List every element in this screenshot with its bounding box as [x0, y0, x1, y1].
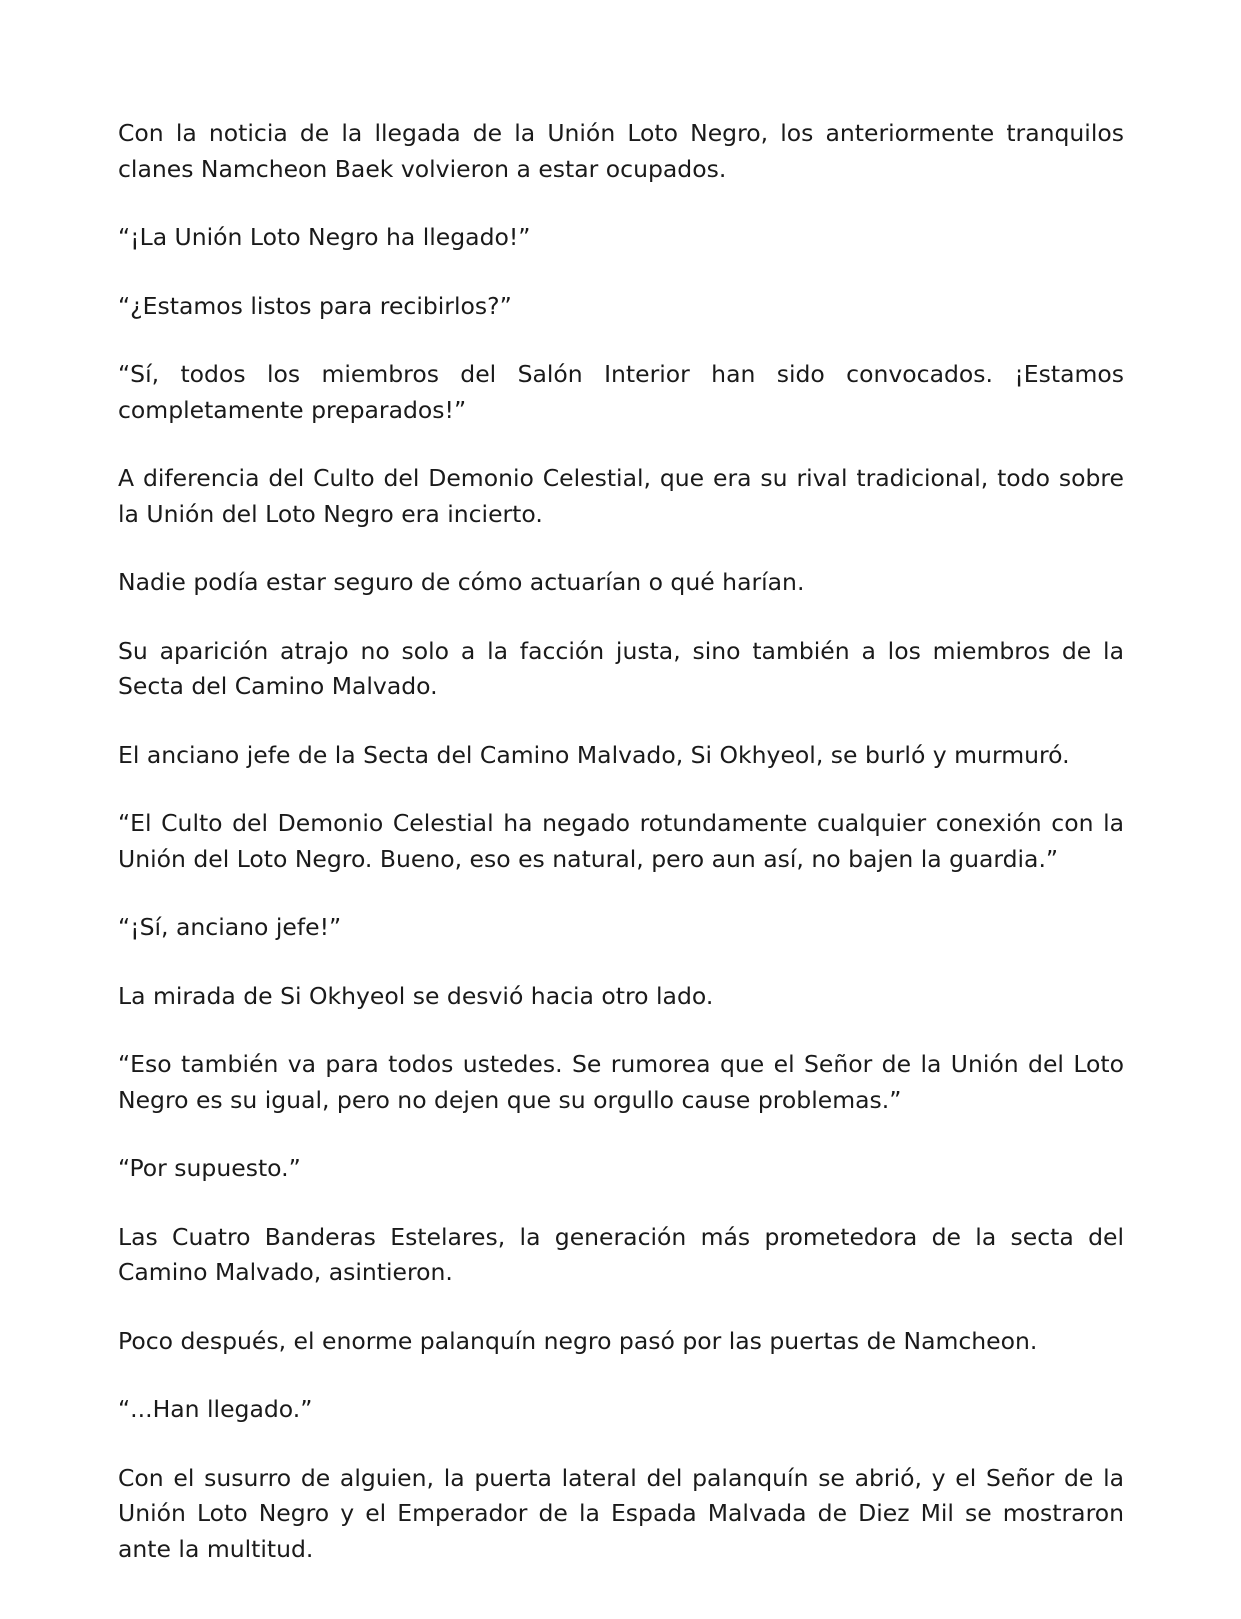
paragraph-13: “Por supuesto.”: [118, 1154, 301, 1182]
paragraph-6: Nadie podía estar seguro de cómo actuarían o qué harían.: [118, 568, 805, 596]
paragraph-4: “Sí, todos los miembros del Salón Interior han sido convocados. ¡Estamos completamente preparados!”: [118, 360, 1124, 424]
paragraph-16: “...Han llegado.”: [118, 1395, 313, 1423]
paragraph-10: “¡Sí, anciano jefe!”: [118, 913, 342, 941]
paragraph-9: “El Culto del Demonio Celestial ha negado rotundamente cualquier conexión con la Unión del Loto Negro. Bueno, eso es natural, pero aun así, no bajen la guardia.”: [118, 809, 1124, 873]
paragraph-7: Su aparición atrajo no solo a la facción justa, sino también a los miembros de la Secta del Camino Malvado.: [118, 636, 1124, 700]
paragraph-14: Las Cuatro Banderas Estelares, la generación más prometedora de la secta del Camino Malvado, asintieron.: [118, 1222, 1124, 1286]
paragraph-8: El anciano jefe de la Secta del Camino Malvado, Si Okhyeol, se burló y murmuró.: [118, 740, 1070, 769]
paragraph-17: Con el susurro de alguien, la puerta lateral del palanquín se abrió, y el Señor de la Unión Loto Negro y el Emperador de la Espada Malvada de Diez Mil se mostraron ante la multitud.: [118, 1463, 1124, 1563]
paragraph-11: La mirada de Si Okhyeol se desvió hacia otro lado.: [118, 981, 714, 1010]
document-page: [118, 116, 1124, 1567]
paragraph-3: “¿Estamos listos para recibirlos?”: [118, 291, 512, 320]
paragraph-12: “Eso también va para todos ustedes. Se rumorea que el Señor de la Unión del Loto Negro es su igual, pero no dejen que su orgullo cause problemas.”: [118, 1050, 1124, 1114]
paragraph-1: Con la noticia de la llegada de la Unión Loto Negro, los anteriormente tranquilos clanes Namcheon Baek volvieron a estar ocupados.: [118, 119, 1124, 183]
paragraph-2: “¡La Unión Loto Negro ha llegado!”: [118, 223, 531, 251]
paragraph-15: Poco después, el enorme palanquín negro pasó por las puertas de Namcheon.: [118, 1326, 1038, 1355]
paragraph-5: A diferencia del Culto del Demonio Celestial, que era su rival tradicional, todo sobre la Unión del Loto Negro era incierto.: [118, 464, 1124, 528]
